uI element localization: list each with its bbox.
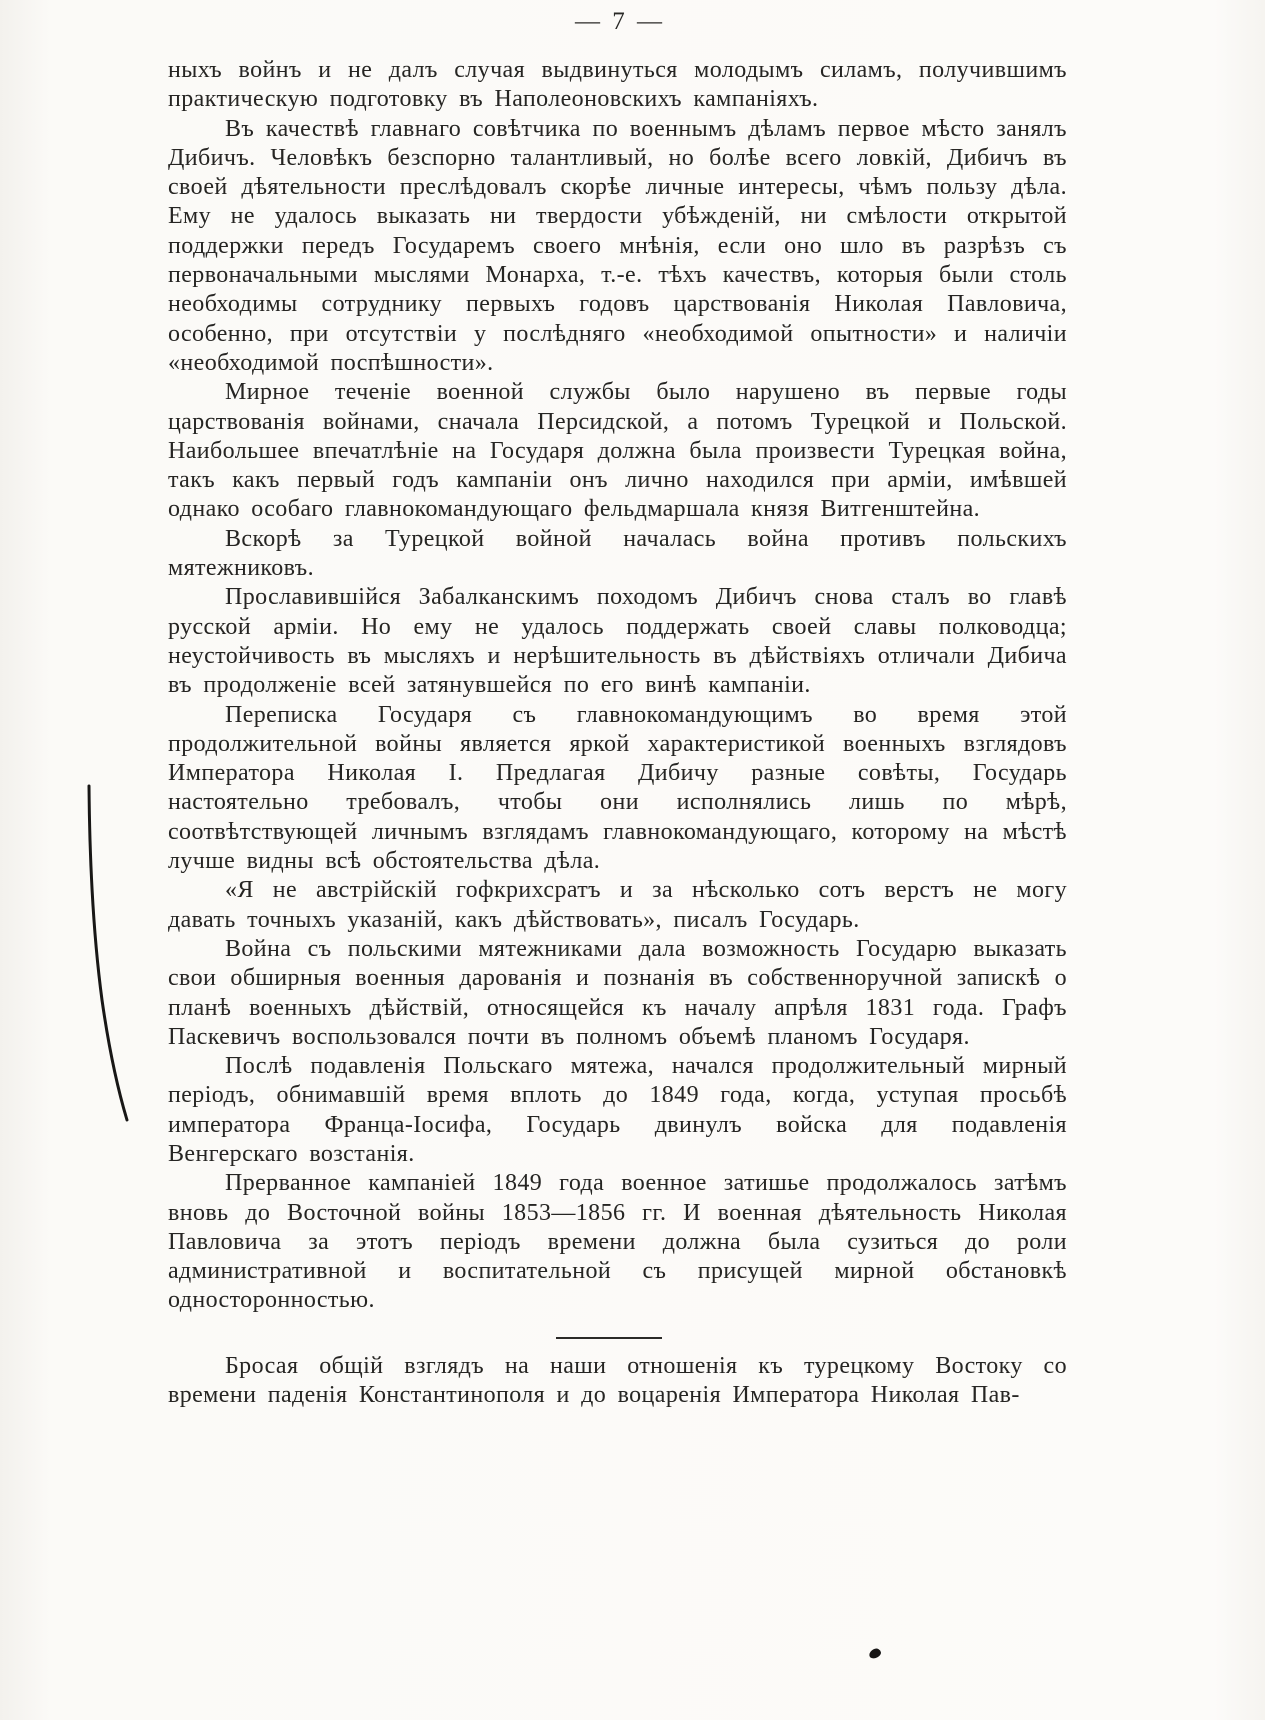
- section-divider: [556, 1337, 662, 1339]
- paragraph: Бросая общій взглядъ на наши отношенія къ турецкому Востоку со времени паденія Константинополя и до воцаренія Императора Николая Пав-: [168, 1352, 1067, 1409]
- ink-spot: [868, 1647, 882, 1659]
- paragraph: Вскорѣ за Турецкой войной началась война противъ польскихъ мятежниковъ.: [168, 525, 1067, 582]
- paragraph: Переписка Государя съ главнокомандующимъ во время этой продолжительной войны является яркой характеристикой военныхъ взглядовъ Императора Николая I. Предлагая Дибичу разные совѣты, Государь настоятельно требовалъ, чтобы они исполнялись лишь по мѣрѣ, соотвѣтствующей личнымъ взглядамъ главнокомандующаго, которому на мѣстѣ лучше видны всѣ обстоятельства дѣла.: [168, 701, 1067, 875]
- paragraph: Прославившійся Забалканскимъ походомъ Дибичъ снова сталъ во главѣ русской арміи. Но ему не удалось поддержать своей славы полководца; неустойчивость въ мысляхъ и нерѣшительность въ дѣйствіяхъ отличали Дибича въ продолженіе всей затянувшейся по его винѣ кампаніи.: [168, 584, 1067, 699]
- paragraph: Мирное теченіе военной службы было нарушено въ первые годы царствованія войнами, сначала Персидской, а потомъ Турецкой и Польской. Наибольшее впечатлѣніе на Государя должна была произвести Турецкая война, такъ какъ первый годъ кампаніи онъ лично находился при арміи, имѣвшей однако особаго главнокомандующаго фельдмаршала князя Витгенштейна.: [168, 379, 1067, 523]
- paragraph: Въ качествѣ главнаго совѣтчика по военнымъ дѣламъ первое мѣсто занялъ Дибичъ. Человѣкъ безспорно талантливый, но болѣе всего ловкій, Дибичъ въ своей дѣятельности преслѣдовалъ скорѣе личные интересы, чѣмъ пользу дѣла. Ему не удалось выказать ни твердости убѣжденій, ни смѣлости открытой поддержки передъ Государемъ своего мнѣнія, если оно шло въ разрѣзъ съ первоначальными мыслями Монарха, т.-е. тѣхъ качествъ, которыя были столь необходимы сотруднику первыхъ годовъ царствованія Николая Павловича, особенно, при отсутствіи у послѣдняго «необходимой опытности» и наличіи «необходимой поспѣшности».: [168, 115, 1067, 376]
- paragraph: «Я не австрійскій гофкрихсратъ и за нѣсколько сотъ верстъ не могу давать точныхъ указаній, какъ дѣйствовать», писалъ Государь.: [168, 877, 1067, 933]
- paragraph: ныхъ войнъ и не далъ случая выдвинуться молодымъ силамъ, получившимъ практическую подготовку въ Наполеоновскихъ кампаніяхъ.: [168, 57, 1067, 113]
- text-block: [168, 56, 1067, 1410]
- paragraph: Война съ польскими мятежниками дала возможность Государю выказать свои обширныя военныя дарованія и познанія въ собственноручной запискѣ о планѣ военныхъ дѣйствій, относящейся къ началу апрѣля 1831 года. Графъ Паскевичъ воспользовался почти въ полномъ объемѣ планомъ Государя.: [168, 935, 1067, 1050]
- paragraph: Послѣ подавленія Польскаго мятежа, начался продолжительный мирный періодъ, обнимавшій время вплоть до 1849 года, когда, уступая просьбѣ императора Франца-Іосифа, Государь двинулъ войска для подавленія Венгерскаго возстанія.: [168, 1053, 1067, 1167]
- paragraph: Прерванное кампаніей 1849 года военное затишье продолжалось затѣмъ вновь до Восточной войны 1853—1856 гг. И военная дѣятельность Николая Павловича за этотъ періодъ времени должна была сузиться до роли административной и воспитательной съ присущей мирной обстановкѣ односторонностью.: [168, 1170, 1067, 1314]
- page-number: — 7 —: [575, 8, 665, 35]
- margin-pen-mark: [76, 780, 140, 1128]
- pen-stroke-icon: [76, 780, 140, 1128]
